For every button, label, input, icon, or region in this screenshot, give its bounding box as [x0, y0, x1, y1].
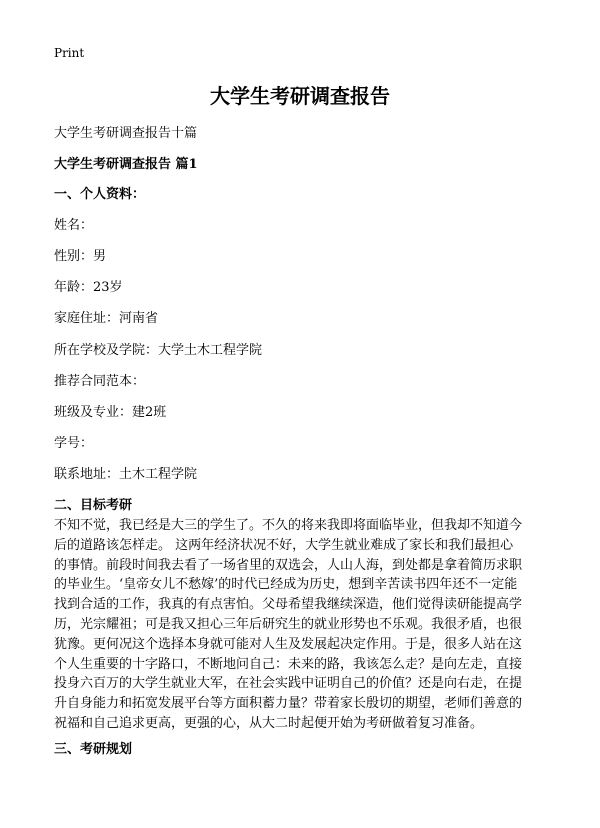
field-student-no: 学号： — [54, 436, 94, 451]
section-heading: 大学生考研调查报告 篇1 — [54, 157, 198, 172]
paragraph-line: 不知不觉，我已经是大三的学生了。不久的将来我即将面临毕业，但我却不知道今 — [54, 518, 523, 533]
field-address: 家庭住址：河南省 — [54, 311, 159, 326]
paragraph-line: 个人生重要的十字路口，不断地问自己：未来的路，我该怎么走？是向左走，直接 — [54, 656, 523, 672]
field-gender: 性别：男 — [54, 249, 107, 264]
paragraph-line: 的事情。前段时间我去看了一场省里的双选会，人山人海，到处都是拿着简历求职 — [54, 557, 523, 573]
print-label[interactable]: Print — [54, 46, 85, 60]
paragraph-line: 的毕业生。‘皇帝女儿不愁嫁’的时代已经成为历史，想到辛苦读书四年还不一定能 — [54, 577, 518, 593]
paragraph-line: 祝福和自己追求更高，更强的心，从大二时起便开始为考研做着复习准备。 — [54, 715, 484, 731]
document-title: 大学生考研调查报告 — [210, 84, 390, 108]
field-age: 年龄：23岁 — [54, 280, 123, 295]
paragraph-line: 后的道路该怎样走。 这两年经济状况不好，大学生就业难成了家长和我们最担心 — [54, 537, 514, 553]
paragraph-line: 找到合适的工作，我真的有点害怕。父母希望我继续深造，他们觉得读研能提高学 — [54, 597, 523, 613]
paragraph-line: 历，光宗耀祖；可是我又担心三年后研究生的就业形势也不乐观。我很矛盾，也很 — [54, 616, 523, 632]
section2-title: 二、目标考研 — [54, 498, 133, 513]
field-class: 班级及专业：建2班 — [54, 405, 167, 420]
field-contact: 联系地址：土木工程学院 — [54, 467, 198, 482]
section1-title: 一、个人资料： — [54, 187, 146, 202]
paragraph-line: 升自身能力和拓宽发展平台等方面积蓄力量？带着家长殷切的期望，老师们善意的 — [54, 696, 523, 712]
field-contract: 推荐合同范本： — [54, 374, 146, 389]
field-name: 姓名： — [54, 218, 94, 233]
paragraph-line: 犹豫。更何况这个选择本身就可能对人生及发展起决定作用。于是，很多人站在这 — [54, 636, 523, 652]
field-school: 所在学校及学院：大学土木工程学院 — [54, 343, 263, 358]
document-subtitle: 大学生考研调查报告十篇 — [54, 126, 198, 141]
section3-title: 三、考研规划 — [54, 742, 133, 757]
paragraph-line: 投身六百万的大学生就业大军，在社会实践中证明自己的价值？还是向右走，在提 — [54, 676, 523, 692]
body-paragraph — [54, 516, 550, 734]
